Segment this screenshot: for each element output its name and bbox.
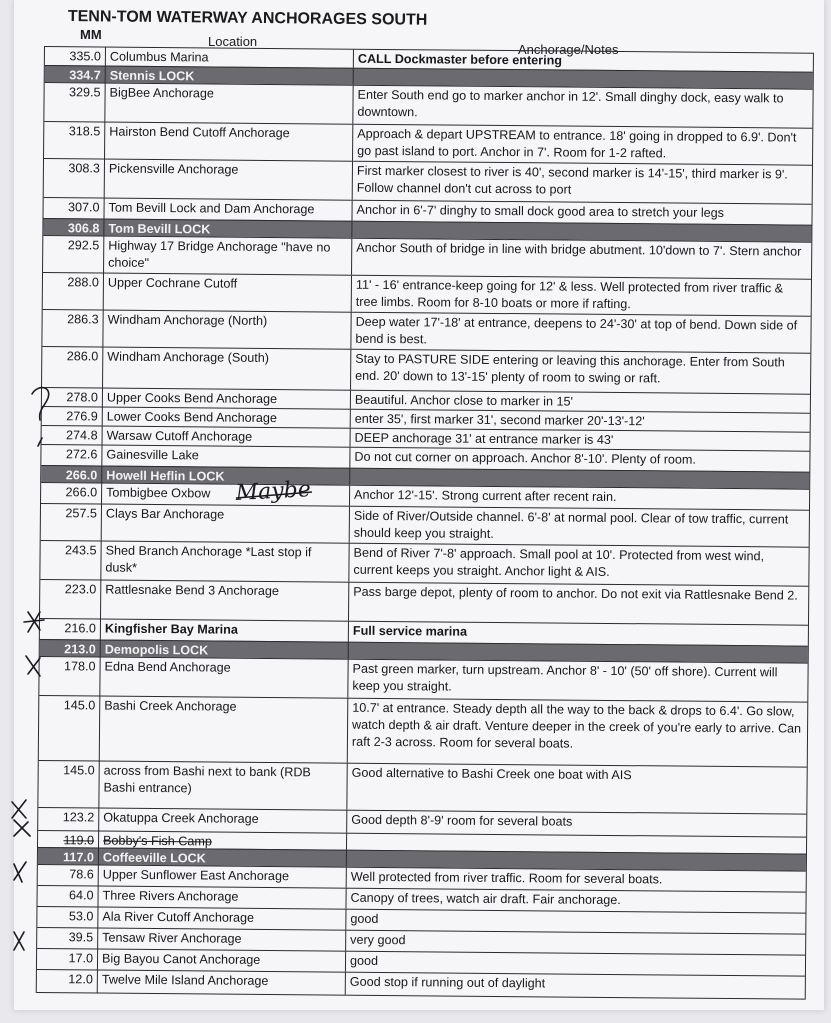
location-cell: BigBee Anchorage xyxy=(104,84,352,124)
location-cell: Tombigbee Oxbow xyxy=(101,484,349,506)
mile-marker-cell: 78.6 xyxy=(69,867,94,882)
column-header-mm: MM xyxy=(80,27,102,42)
notes-cell: Beautiful. Anchor close to marker in 15' xyxy=(350,391,810,413)
anchorage-table xyxy=(36,46,814,1000)
table-row xyxy=(40,540,808,586)
notes-cell: 10.7' at entrance. Steady depth all the way to the back & drops to 6.4'. Go slow, watch depth & air draft. Venture deeper in the creek of you're early to arrive. Can raft 2-3 across. Room for several boats. xyxy=(347,699,808,767)
location-cell: Okatuppa Creek Anchorage xyxy=(98,809,346,833)
column-header-location: Location xyxy=(208,34,258,49)
mile-marker-cell: 278.0 xyxy=(66,390,98,405)
mile-marker-cell: 308.3 xyxy=(68,161,100,176)
mile-marker-cell: 178.0 xyxy=(64,659,96,674)
location-cell: Tom Bevill Lock and Dam Anchorage xyxy=(103,199,351,221)
table-row xyxy=(44,158,812,204)
table-row xyxy=(41,503,809,547)
location-cell: Kingfisher Bay Marina xyxy=(100,620,348,642)
notes-cell: Bend of River 7'-8' approach. Small pool at 10'. Protected from west wind, current keeps you straight. Anchor light & AIS. xyxy=(348,544,808,586)
mile-marker-cell: 64.0 xyxy=(69,888,94,903)
mile-marker-cell: 257.5 xyxy=(65,506,97,521)
mile-marker-cell: 274.8 xyxy=(66,428,98,443)
table-row xyxy=(42,346,810,394)
mile-marker-cell: 223.0 xyxy=(64,582,97,597)
mile-marker-cell: 12.0 xyxy=(68,972,93,987)
location-cell: Highway 17 Bridge Anchorage "have no choice" xyxy=(103,237,351,275)
mile-marker-cell: 53.0 xyxy=(68,909,94,924)
location-cell: Tensaw River Anchorage xyxy=(97,928,345,950)
table-row xyxy=(42,309,810,353)
location-cell: Twelve Mile Island Anchorage xyxy=(97,970,345,994)
notes-cell: good xyxy=(345,952,805,976)
mile-marker-cell: 286.3 xyxy=(67,312,99,327)
table-row xyxy=(43,235,811,279)
location-cell: Big Bayou Canot Anchorage xyxy=(97,949,345,971)
mile-marker-cell: 306.8 xyxy=(67,221,100,236)
mile-marker-cell: 266.0 xyxy=(65,485,98,500)
mile-marker-cell: 329.5 xyxy=(69,85,101,100)
location-cell: Three Rivers Anchorage xyxy=(97,887,345,909)
notes-cell: CALL Dockmaster before entering xyxy=(353,50,813,72)
location-cell: Upper Cooks Bend Anchorage xyxy=(102,389,350,409)
mile-marker-cell: 266.0 xyxy=(65,468,98,483)
mile-marker-cell: 243.5 xyxy=(65,543,97,558)
location-cell: Coffeeville LOCK xyxy=(98,849,346,867)
notes-cell: good xyxy=(345,910,805,934)
mile-marker-cell: 216.0 xyxy=(64,621,96,636)
table-row xyxy=(39,695,808,767)
mile-marker-cell: 145.0 xyxy=(63,698,96,713)
location-cell: Tom Bevill LOCK xyxy=(103,220,351,238)
notes-cell: Side of River/Outside channel. 6'-8' at normal pool. Clear of tow traffic, current should keep you straight. xyxy=(349,507,809,547)
location-cell: Stennis LOCK xyxy=(105,67,353,85)
mile-marker-cell: 292.5 xyxy=(67,238,100,253)
table-row xyxy=(44,121,812,165)
location-cell: Shed Branch Anchorage *Last stop if dusk* xyxy=(100,542,348,582)
location-cell: Windham Anchorage (South) xyxy=(102,348,350,390)
location-cell: Gainesville Lake xyxy=(101,446,349,468)
notes-cell: Do not cut corner on approach. Anchor 8'-10'. Plenty of room. xyxy=(349,448,809,472)
mile-marker-cell: 213.0 xyxy=(64,642,96,657)
notes-cell: Full service marina xyxy=(348,622,808,646)
location-cell: Bobby's Fish Camp xyxy=(98,832,346,850)
mile-marker-cell: 318.5 xyxy=(68,124,101,139)
location-cell: Howell Heflin LOCK xyxy=(101,467,349,485)
mile-marker-cell: 276.9 xyxy=(66,409,98,424)
notes-cell: enter 35', first marker 31', second marker 20'-13'-12' xyxy=(350,410,810,432)
mile-marker-cell: 334.7 xyxy=(69,68,101,83)
notes-cell: Past green marker, turn upstream. Anchor 8' - 10' (50' off shore). Current will keep you straight. xyxy=(347,660,807,702)
location-cell: Ala River Cutoff Anchorage xyxy=(97,907,345,929)
mile-marker-cell: 17.0 xyxy=(68,951,94,966)
notes-cell: Stay to PASTURE SIDE entering or leaving this anchorage. Enter from South end. 20' down to 13'-15' plenty of room to swing or raft. xyxy=(350,350,810,394)
notes-cell: Anchor 12'-15'. Strong current after recent rain. xyxy=(349,486,809,510)
mile-marker-cell: 123.2 xyxy=(62,810,95,825)
location-cell: Demopolis LOCK xyxy=(100,641,348,659)
mile-marker-cell: 288.0 xyxy=(67,275,99,290)
notes-cell: Good alternative to Bashi Creek one boat with AIS xyxy=(346,764,806,814)
table-row xyxy=(44,82,812,128)
notes-cell: Anchor in 6'-7' dinghy to small dock good area to stretch your legs xyxy=(351,201,811,225)
table-row xyxy=(39,656,807,702)
notes-cell: Approach & depart UPSTREAM to entrance. 18' going in dropped to 6.9'. Don't go past island to port. Anchor in 7'. Room for 1-2 rafted. xyxy=(352,125,812,165)
notes-cell: Deep water 17'-18' at entrance, deepens to 24'-30' at top of bend. Down side of bend is best. xyxy=(350,313,810,353)
mile-marker-cell: 286.0 xyxy=(66,349,99,364)
mile-marker-cell: 39.5 xyxy=(68,930,94,945)
location-cell: across from Bashi next to bank (RDB Bashi entrance) xyxy=(98,762,346,810)
mile-marker-cell: 117.0 xyxy=(63,850,94,865)
table-row xyxy=(40,579,808,625)
notes-cell: Well protected from river traffic. Room for several boats. xyxy=(346,868,806,892)
mile-marker-cell: 272.6 xyxy=(65,447,98,462)
notes-cell: Canopy of trees, watch air draft. Fair anchorage. xyxy=(345,889,805,913)
notes-cell: First marker closest to river is 40', second marker is 14'-15', third marker is 9'. Follow channel don't cut across to port xyxy=(352,162,812,204)
location-cell: Upper Sunflower East Anchorage xyxy=(98,866,346,888)
mile-marker-cell: 307.0 xyxy=(68,200,100,215)
notes-cell: Anchor South of bridge in line with bridge abutment. 10'down to 7'. Stern anchor xyxy=(351,239,811,279)
notes-cell: very good xyxy=(345,931,805,955)
location-cell: Rattlesnake Bend 3 Anchorage xyxy=(100,581,348,621)
mile-marker-cell: 335.0 xyxy=(69,49,101,64)
mile-marker-cell: 119.0 xyxy=(63,833,95,848)
table-row xyxy=(43,272,811,316)
mile-marker-cell: 145.0 xyxy=(63,763,95,778)
notes-cell: Good depth 8'-9' room for several boats xyxy=(346,811,806,837)
location-cell: Clays Bar Anchorage xyxy=(101,505,349,543)
location-cell: Columbus Marina xyxy=(105,48,353,68)
notes-cell: Good stop if running out of daylight xyxy=(345,973,805,999)
location-cell: Pickensville Anchorage xyxy=(104,160,352,200)
location-cell: Upper Cochrane Cutoff xyxy=(103,274,351,312)
location-cell: Lower Cooks Bend Anchorage xyxy=(102,408,350,428)
page-title: TENN-TOM WATERWAY ANCHORAGES SOUTH xyxy=(67,8,428,29)
location-cell: Edna Bend Anchorage xyxy=(99,658,347,698)
column-header-notes: Anchorage/Notes xyxy=(518,42,619,57)
table-row xyxy=(38,760,806,814)
location-cell: Warsaw Cutoff Anchorage xyxy=(102,427,350,447)
location-cell: Hairston Bend Cutoff Anchorage xyxy=(104,123,352,161)
notes-cell: DEEP anchorage 31' at entrance marker is 43' xyxy=(350,429,810,451)
handwritten-maybe: Maybe xyxy=(235,477,312,506)
location-cell: Bashi Creek Anchorage xyxy=(99,697,348,763)
location-cell: Windham Anchorage (North) xyxy=(102,311,350,349)
notes-cell: 11' - 16' entrance-keep going for 12' & less. Well protected from river traffic & tree limbs. Room for 8-10 boats or more if rafting. xyxy=(351,276,811,316)
notes-cell: Enter South end go to marker anchor in 12'. Small dinghy dock, easy walk to downtown. xyxy=(352,86,812,128)
notes-cell: Pass barge depot, plenty of room to anchor. Do not exit via Rattlesnake Bend 2. xyxy=(348,583,808,625)
